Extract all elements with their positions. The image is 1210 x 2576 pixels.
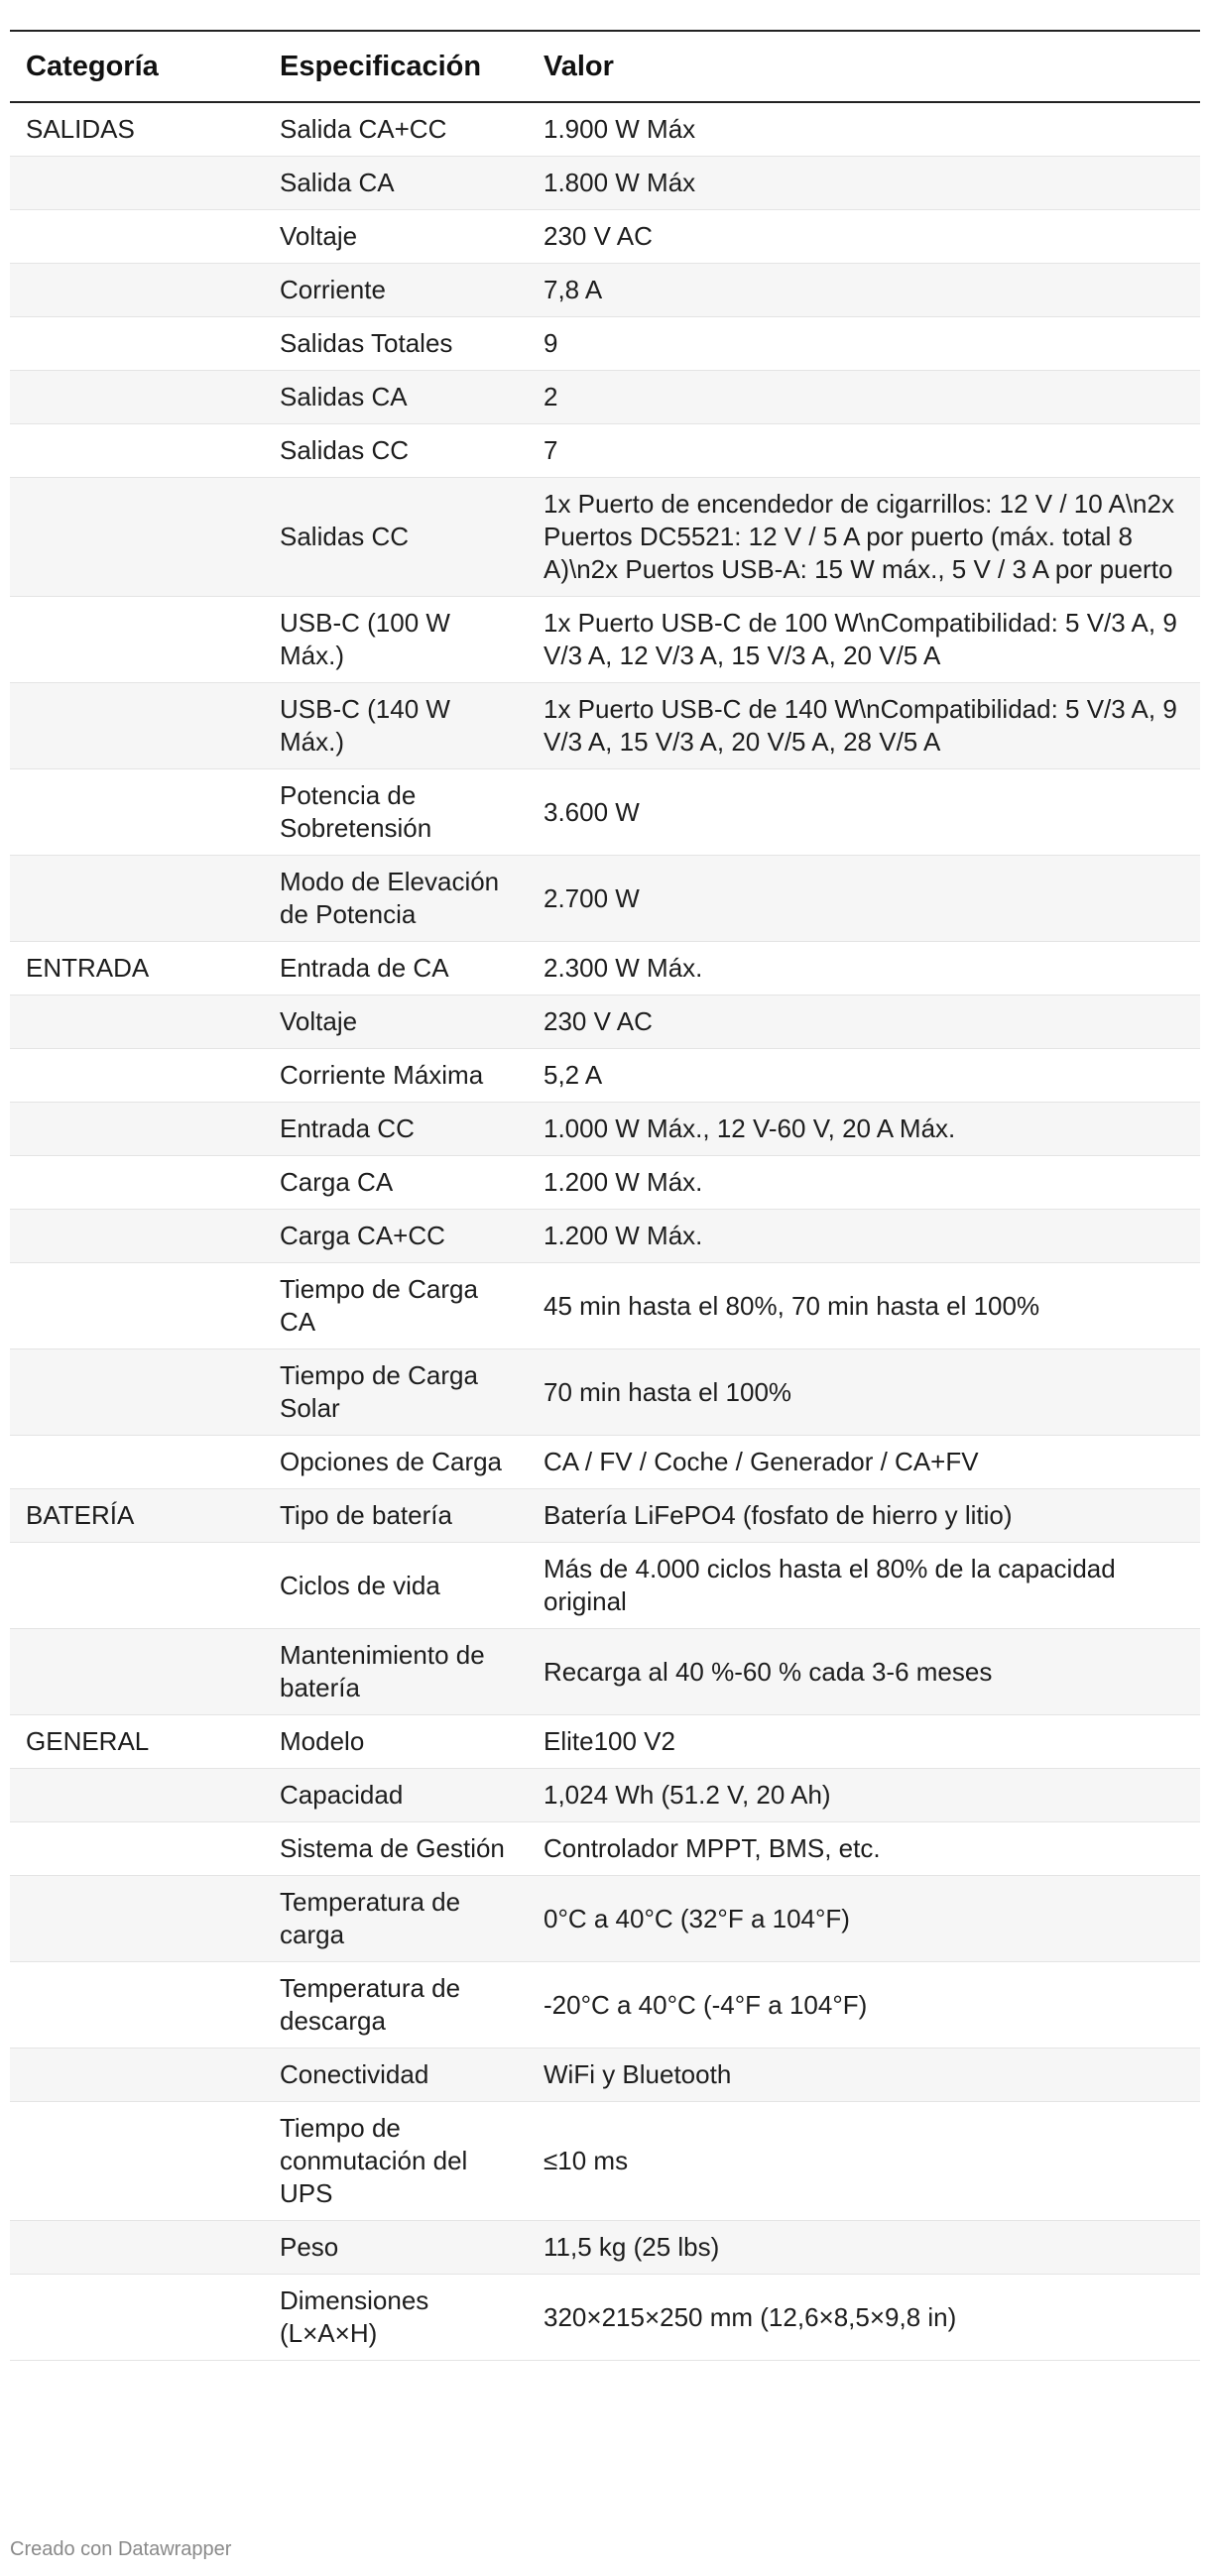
- table-row: [10, 1263, 1200, 1349]
- table-row: [10, 1769, 1200, 1822]
- row-category: [10, 1263, 264, 1349]
- row-specification: Temperatura de descarga: [264, 1962, 528, 2049]
- row-specification: Salidas CC: [264, 478, 528, 597]
- table-row: [10, 478, 1200, 597]
- table-row: [10, 1349, 1200, 1436]
- row-value: 2: [528, 371, 1200, 424]
- row-category: GENERAL: [10, 1715, 264, 1769]
- row-category: [10, 1156, 264, 1210]
- row-specification: Voltaje: [264, 210, 528, 264]
- row-specification: Tiempo de conmutación del UPS: [264, 2102, 528, 2221]
- row-value: Más de 4.000 ciclos hasta el 80% de la capacidad original: [528, 1543, 1200, 1629]
- row-value: Batería LiFePO4 (fosfato de hierro y litio): [528, 1489, 1200, 1543]
- row-value: WiFi y Bluetooth: [528, 2049, 1200, 2102]
- row-specification: Voltaje: [264, 995, 528, 1049]
- table-row: [10, 597, 1200, 683]
- row-value: 1,024 Wh (51.2 V, 20 Ah): [528, 1769, 1200, 1822]
- row-value: 9: [528, 317, 1200, 371]
- row-value: 3.600 W: [528, 769, 1200, 856]
- row-value: 1x Puerto USB-C de 100 W\nCompatibilidad: 5 V/3 A, 9 V/3 A, 12 V/3 A, 15 V/3 A, 20 V/5 A: [528, 597, 1200, 683]
- row-value: 11,5 kg (25 lbs): [528, 2221, 1200, 2275]
- row-category: [10, 1543, 264, 1629]
- table-row: [10, 942, 1200, 995]
- row-value: 1x Puerto USB-C de 140 W\nCompatibilidad: 5 V/3 A, 9 V/3 A, 15 V/3 A, 20 V/5 A, 28 V/5 A: [528, 683, 1200, 769]
- row-category: [10, 1349, 264, 1436]
- table-row: [10, 1489, 1200, 1543]
- row-value: 230 V AC: [528, 995, 1200, 1049]
- table-row: [10, 1156, 1200, 1210]
- row-category: [10, 424, 264, 478]
- table-header-row: [10, 31, 1200, 102]
- row-value: 320×215×250 mm (12,6×8,5×9,8 in): [528, 2275, 1200, 2361]
- row-specification: Carga CA+CC: [264, 1210, 528, 1263]
- datawrapper-credit[interactable]: Creado con Datawrapper: [10, 2538, 232, 2560]
- row-category: [10, 264, 264, 317]
- header-category[interactable]: Categoría: [10, 31, 264, 102]
- row-category: [10, 1049, 264, 1103]
- row-specification: Entrada CC: [264, 1103, 528, 1156]
- row-specification: Salida CA+CC: [264, 102, 528, 157]
- row-specification: Salida CA: [264, 157, 528, 210]
- row-specification: Salidas Totales: [264, 317, 528, 371]
- table-row: [10, 1103, 1200, 1156]
- row-category: [10, 1962, 264, 2049]
- table-row: [10, 1543, 1200, 1629]
- row-category: [10, 210, 264, 264]
- table-row: [10, 769, 1200, 856]
- row-specification: Opciones de Carga: [264, 1436, 528, 1489]
- row-specification: Salidas CC: [264, 424, 528, 478]
- table-row: [10, 683, 1200, 769]
- table-row: [10, 102, 1200, 157]
- row-value: 2.700 W: [528, 856, 1200, 942]
- row-specification: Tiempo de Carga CA: [264, 1263, 528, 1349]
- row-value: 1x Puerto de encendedor de cigarrillos: 12 V / 10 A\n2x Puertos DC5521: 12 V / 5 A por puerto (máx. total 8 A)\n2x Puertos USB-A: 15 W máx., 5 V / 3 A por puerto: [528, 478, 1200, 597]
- row-value: CA / FV / Coche / Generador / CA+FV: [528, 1436, 1200, 1489]
- row-specification: Temperatura de carga: [264, 1876, 528, 1962]
- row-value: Recarga al 40 %-60 % cada 3-6 meses: [528, 1629, 1200, 1715]
- row-specification: Tipo de batería: [264, 1489, 528, 1543]
- row-specification: Sistema de Gestión: [264, 1822, 528, 1876]
- table-row: [10, 1210, 1200, 1263]
- row-specification: Capacidad: [264, 1769, 528, 1822]
- row-category: [10, 317, 264, 371]
- row-category: [10, 157, 264, 210]
- table-row: [10, 2102, 1200, 2221]
- row-category: [10, 2102, 264, 2221]
- row-specification: Mantenimiento de batería: [264, 1629, 528, 1715]
- row-category: [10, 2049, 264, 2102]
- row-category: [10, 683, 264, 769]
- row-value: 230 V AC: [528, 210, 1200, 264]
- table-row: [10, 210, 1200, 264]
- table-row: [10, 2221, 1200, 2275]
- row-specification: Entrada de CA: [264, 942, 528, 995]
- row-category: [10, 597, 264, 683]
- row-category: [10, 2221, 264, 2275]
- row-specification: Potencia de Sobretensión: [264, 769, 528, 856]
- row-value: 1.900 W Máx: [528, 102, 1200, 157]
- header-value[interactable]: Valor: [528, 31, 1200, 102]
- table-row: [10, 264, 1200, 317]
- row-value: ≤10 ms: [528, 2102, 1200, 2221]
- spec-table: [10, 30, 1200, 2361]
- row-category: [10, 995, 264, 1049]
- table-row: [10, 1715, 1200, 1769]
- row-specification: Dimensiones (L×A×H): [264, 2275, 528, 2361]
- row-specification: Carga CA: [264, 1156, 528, 1210]
- table-row: [10, 856, 1200, 942]
- table-row: [10, 424, 1200, 478]
- row-value: 7: [528, 424, 1200, 478]
- row-value: Elite100 V2: [528, 1715, 1200, 1769]
- spec-table-container: [10, 30, 1200, 2361]
- row-specification: Corriente Máxima: [264, 1049, 528, 1103]
- row-value: 1.200 W Máx.: [528, 1156, 1200, 1210]
- table-row: [10, 1436, 1200, 1489]
- row-category: ENTRADA: [10, 942, 264, 995]
- row-category: [10, 1436, 264, 1489]
- table-row: [10, 2275, 1200, 2361]
- row-value: -20°C a 40°C (-4°F a 104°F): [528, 1962, 1200, 2049]
- row-category: [10, 478, 264, 597]
- row-category: BATERÍA: [10, 1489, 264, 1543]
- table-row: [10, 1962, 1200, 2049]
- row-category: [10, 1210, 264, 1263]
- table-row: [10, 157, 1200, 210]
- table-row: [10, 371, 1200, 424]
- row-category: [10, 371, 264, 424]
- row-specification: Modelo: [264, 1715, 528, 1769]
- table-row: [10, 317, 1200, 371]
- row-value: 1.800 W Máx: [528, 157, 1200, 210]
- table-row: [10, 1876, 1200, 1962]
- row-value: 0°C a 40°C (32°F a 104°F): [528, 1876, 1200, 1962]
- row-specification: Tiempo de Carga Solar: [264, 1349, 528, 1436]
- row-value: 5,2 A: [528, 1049, 1200, 1103]
- row-value: 1.200 W Máx.: [528, 1210, 1200, 1263]
- row-value: 1.000 W Máx., 12 V-60 V, 20 A Máx.: [528, 1103, 1200, 1156]
- row-category: [10, 1876, 264, 1962]
- table-row: [10, 1822, 1200, 1876]
- row-category: [10, 769, 264, 856]
- header-specification[interactable]: Especificación: [264, 31, 528, 102]
- row-specification: Salidas CA: [264, 371, 528, 424]
- row-specification: Modo de Elevación de Potencia: [264, 856, 528, 942]
- row-specification: Ciclos de vida: [264, 1543, 528, 1629]
- row-specification: Peso: [264, 2221, 528, 2275]
- row-category: [10, 1103, 264, 1156]
- row-specification: Corriente: [264, 264, 528, 317]
- row-value: Controlador MPPT, BMS, etc.: [528, 1822, 1200, 1876]
- row-category: [10, 1629, 264, 1715]
- table-row: [10, 1629, 1200, 1715]
- row-value: 7,8 A: [528, 264, 1200, 317]
- row-specification: USB-C (140 W Máx.): [264, 683, 528, 769]
- row-category: [10, 2275, 264, 2361]
- row-category: [10, 1822, 264, 1876]
- row-value: 70 min hasta el 100%: [528, 1349, 1200, 1436]
- row-category: [10, 856, 264, 942]
- row-value: 2.300 W Máx.: [528, 942, 1200, 995]
- row-specification: Conectividad: [264, 2049, 528, 2102]
- table-row: [10, 2049, 1200, 2102]
- table-body: [10, 102, 1200, 2361]
- table-row: [10, 1049, 1200, 1103]
- row-category: SALIDAS: [10, 102, 264, 157]
- row-value: 45 min hasta el 80%, 70 min hasta el 100%: [528, 1263, 1200, 1349]
- row-category: [10, 1769, 264, 1822]
- table-row: [10, 995, 1200, 1049]
- row-specification: USB-C (100 W Máx.): [264, 597, 528, 683]
